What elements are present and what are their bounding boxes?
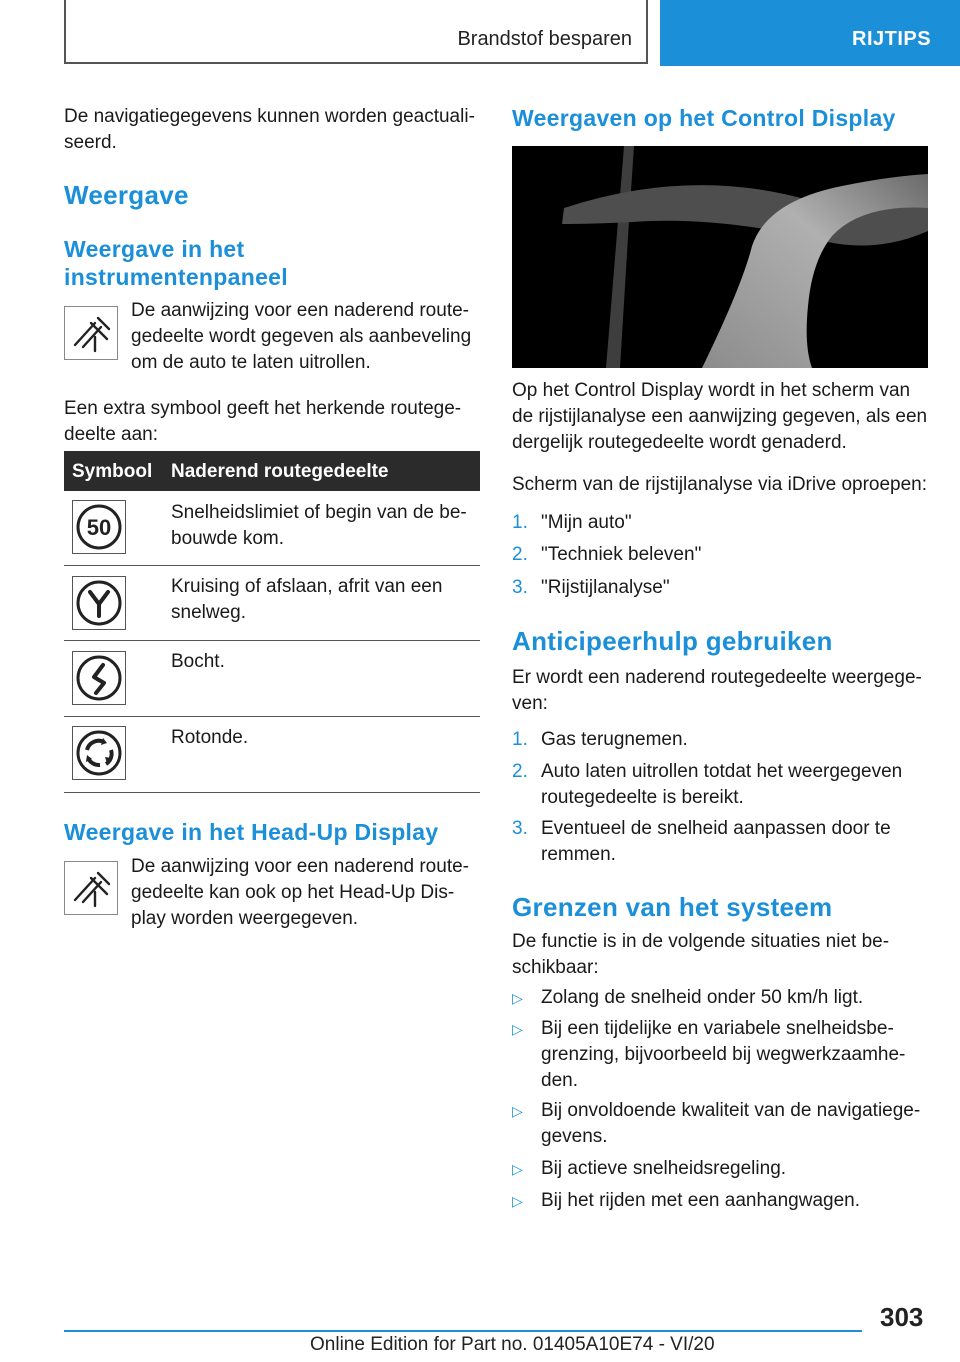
step-text: routegedeelte is bereikt. bbox=[541, 787, 744, 808]
note-line: De aanwijzing voor een naderend route- bbox=[131, 856, 469, 877]
cell-line: bouwde kom. bbox=[171, 528, 285, 549]
column-header-symbool: Symbool bbox=[72, 461, 153, 482]
bullet-text: grenzing, bijvoorbeeld bij wegwerkzaamhe- bbox=[541, 1044, 906, 1065]
speed-limit-50-icon bbox=[72, 500, 126, 554]
bullet-triangle-icon: ▷ bbox=[512, 1103, 523, 1119]
heading-instrumentenpaneel bbox=[64, 235, 288, 291]
cell-line: Bocht. bbox=[171, 651, 225, 672]
step-text: Gas terugnemen. bbox=[541, 729, 688, 750]
step-number: 1. bbox=[512, 512, 528, 533]
anticipeerhulp-paragraph bbox=[512, 665, 922, 717]
heading-anticipeerhulp: Anticipeerhulp gebruiken bbox=[512, 626, 833, 656]
bullet-text: Bij het rijden met een aanhangwagen. bbox=[541, 1190, 861, 1211]
table-row-divider bbox=[64, 640, 480, 641]
table-row-divider bbox=[64, 792, 480, 793]
step-number: 2. bbox=[512, 761, 528, 782]
heading-line: instrumentenpaneel bbox=[64, 264, 288, 290]
note-hint-icon bbox=[64, 306, 118, 360]
idrive-instruction: Scherm van de rijstijlanalyse via iDrive oproepen: bbox=[512, 474, 928, 495]
step-text: "Techniek beleven" bbox=[541, 544, 702, 565]
grenzen-paragraph bbox=[512, 929, 889, 981]
intro-line: De navigatiegegevens kunnen worden geactuali- bbox=[64, 106, 475, 127]
cell-line: snelweg. bbox=[171, 602, 246, 623]
bullet-triangle-icon: ▷ bbox=[512, 1193, 523, 1209]
footer-divider bbox=[64, 1330, 862, 1332]
note-hint-icon bbox=[64, 861, 118, 915]
step-number: 2. bbox=[512, 544, 528, 565]
speed-limit-value: 50 bbox=[86, 515, 112, 540]
note-line: gedeelte wordt gegeven als aanbeveling bbox=[131, 326, 472, 347]
table-row-text bbox=[171, 500, 471, 552]
extra-symbol-paragraph bbox=[64, 396, 461, 448]
limitation-list-item bbox=[512, 985, 864, 1011]
anticipeerhulp-step bbox=[512, 816, 891, 865]
table-row-text bbox=[171, 649, 471, 675]
note-instrument-text bbox=[131, 298, 471, 376]
extra-line: Een extra symbool geeft het herkende routege- bbox=[64, 398, 462, 419]
extra-line: deelte aan: bbox=[64, 424, 159, 445]
intro-paragraph bbox=[64, 104, 475, 156]
limitation-list-item bbox=[512, 1156, 787, 1182]
table-header bbox=[64, 451, 480, 491]
control-display-paragraph bbox=[512, 378, 927, 456]
table-row-divider bbox=[64, 565, 480, 566]
table-row-divider bbox=[64, 716, 480, 717]
idrive-step bbox=[512, 542, 702, 568]
note-line: gedeelte kan ook op het Head-Up Dis- bbox=[131, 882, 455, 903]
cd-line: dergelijk routegedeelte wordt genaderd. bbox=[512, 432, 847, 453]
step-text: Eventueel de snelheid aanpassen door te bbox=[541, 818, 891, 839]
bullet-triangle-icon: ▷ bbox=[512, 990, 523, 1006]
step-number: 3. bbox=[512, 577, 528, 598]
table-row-text bbox=[171, 725, 471, 751]
bullet-triangle-icon: ▷ bbox=[512, 1161, 523, 1177]
header-chapter-tab bbox=[660, 0, 960, 66]
note-hud-text bbox=[131, 854, 469, 932]
cell-line: Snelheidslimiet of begin van de be- bbox=[171, 502, 467, 523]
limitation-list-item bbox=[512, 1188, 861, 1214]
cd-line: de rijstijlanalyse een aanwijzing gegeven, als een bbox=[512, 406, 928, 427]
footer-edition: Online Edition for Part no. 01405A10E74 - VI/20 bbox=[310, 1334, 715, 1355]
idrive-step bbox=[512, 510, 632, 536]
antic-line: ven: bbox=[512, 693, 548, 714]
bullet-text: Bij een tijdelijke en variabele snelheidsbe- bbox=[541, 1018, 894, 1039]
bullet-text: gevens. bbox=[541, 1126, 608, 1147]
limitation-list-item bbox=[512, 1098, 921, 1147]
header-section-box bbox=[64, 0, 648, 64]
antic-line: Er wordt een naderend routegedeelte weergege- bbox=[512, 667, 922, 688]
header-section-title: Brandstof besparen bbox=[457, 28, 632, 50]
cell-line: Kruising of afslaan, afrit van een bbox=[171, 576, 443, 597]
bullet-text: Bij onvoldoende kwaliteit van de navigatiege- bbox=[541, 1100, 921, 1121]
cell-line: Rotonde. bbox=[171, 727, 249, 748]
idrive-step bbox=[512, 575, 670, 601]
step-number: 1. bbox=[512, 729, 528, 750]
heading-line: Weergave in het bbox=[64, 236, 245, 262]
step-text: "Mijn auto" bbox=[541, 512, 632, 533]
step-text: remmen. bbox=[541, 844, 616, 865]
note-line: om de auto te laten uitrollen. bbox=[131, 352, 371, 373]
note-line: play worden weergegeven. bbox=[131, 908, 359, 929]
bullet-triangle-icon: ▷ bbox=[512, 1021, 523, 1037]
intro-line: seerd. bbox=[64, 132, 117, 153]
anticipeerhulp-step bbox=[512, 727, 688, 753]
note-line: De aanwijzing voor een naderend route- bbox=[131, 300, 469, 321]
table-row-text bbox=[171, 574, 471, 626]
page-number: 303 bbox=[880, 1302, 924, 1332]
heading-grenzen: Grenzen van het systeem bbox=[512, 892, 833, 922]
bullet-text: Bij actieve snelheidsregeling. bbox=[541, 1158, 787, 1179]
step-text: "Rijstijlanalyse" bbox=[541, 577, 670, 598]
curve-icon bbox=[72, 651, 126, 705]
heading-weergave: Weergave bbox=[64, 180, 189, 210]
anticipeerhulp-step bbox=[512, 759, 903, 808]
roundabout-icon bbox=[72, 726, 126, 780]
bullet-text: Zolang de snelheid onder 50 km/h ligt. bbox=[541, 987, 864, 1008]
grenzen-line: De functie is in de volgende situaties niet be- bbox=[512, 931, 890, 952]
step-text: Auto laten uitrollen totdat het weergegeven bbox=[541, 761, 903, 782]
junction-icon bbox=[72, 576, 126, 630]
step-number: 3. bbox=[512, 818, 528, 839]
grenzen-line: schikbaar: bbox=[512, 957, 599, 978]
column-header-naderend: Naderend routegedeelte bbox=[171, 461, 389, 482]
heading-control-display: Weergaven op het Control Display bbox=[512, 105, 896, 131]
header-chapter-label: RIJTIPS bbox=[852, 28, 932, 50]
control-display-image bbox=[512, 146, 928, 368]
bullet-text: den. bbox=[541, 1070, 578, 1091]
heading-head-up-display: Weergave in het Head-Up Display bbox=[64, 819, 439, 845]
limitation-list-item bbox=[512, 1016, 906, 1091]
cd-line: Op het Control Display wordt in het scherm van bbox=[512, 380, 911, 401]
